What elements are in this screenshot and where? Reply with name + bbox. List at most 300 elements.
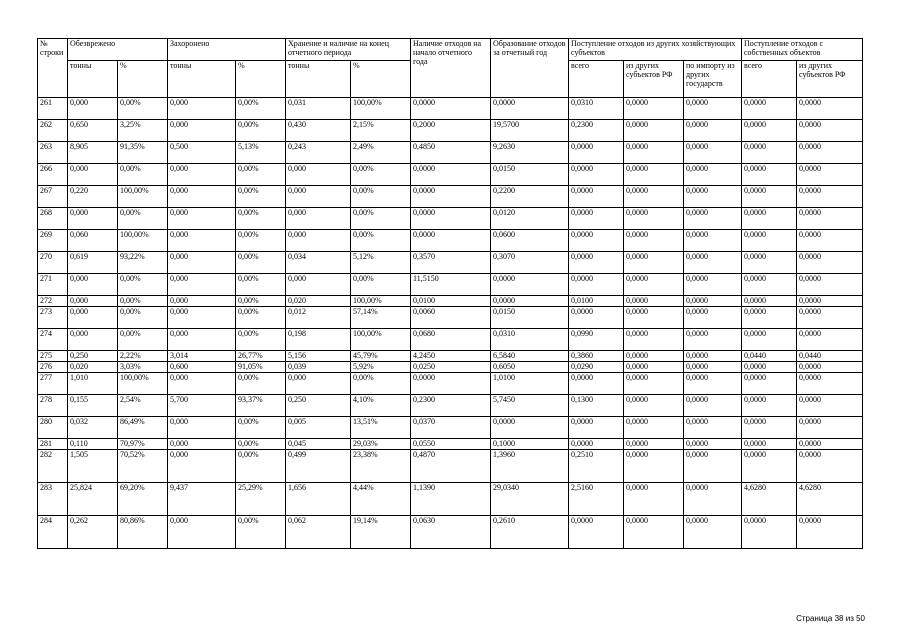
table-cell: 0,000 [168,329,236,351]
table-cell: 0,0000 [624,362,684,373]
row-number-cell: 283 [38,483,68,516]
table-cell: 0,0000 [491,98,569,120]
table-row [38,516,863,549]
table-cell: 0,00% [236,516,286,549]
table-cell: 0,0000 [742,164,797,186]
table-cell: 100,00% [118,186,168,208]
table-cell: 0,0000 [684,439,742,450]
row-number-cell: 268 [38,208,68,230]
table-cell: 4,10% [351,395,411,417]
table-cell: 0,220 [68,186,118,208]
table-cell: 0,0000 [411,230,491,252]
row-number-cell: 271 [38,274,68,296]
table-cell: 25,824 [68,483,118,516]
table-cell: 2,54% [118,395,168,417]
table-cell: 0,00% [351,208,411,230]
table-cell: 0,0000 [569,516,624,549]
table-cell: 0,198 [286,329,351,351]
table-cell: 0,0000 [624,307,684,329]
table-cell: 0,00% [236,252,286,274]
table-cell: 0,0000 [684,230,742,252]
table-cell: 19,14% [351,516,411,549]
table-cell: 0,2510 [569,450,624,483]
table-cell: 0,0000 [684,329,742,351]
table-cell: 5,92% [351,362,411,373]
table-cell: 0,650 [68,120,118,142]
table-cell: 5,12% [351,252,411,274]
table-cell: 0,0000 [624,516,684,549]
table-cell: 0,500 [168,142,236,164]
table-cell: 1,505 [68,450,118,483]
table-cell: 0,0000 [797,274,863,296]
table-cell: 0,0000 [742,98,797,120]
table-cell: 0,000 [168,373,236,395]
table-cell: 0,0000 [684,395,742,417]
table-cell: 0,0000 [684,164,742,186]
table-cell: 0,00% [236,274,286,296]
header-start-amount: Наличие отходов на начало отчетного года [411,39,491,98]
table-cell: 0,0000 [411,164,491,186]
table-cell: 0,0000 [684,307,742,329]
waste-report-table [37,38,863,549]
table-cell: 100,00% [351,296,411,307]
row-number-cell: 278 [38,395,68,417]
table-cell: 0,062 [286,516,351,549]
table-cell: 0,0000 [624,351,684,362]
row-number-cell: 284 [38,516,68,549]
header-neutralized-percent: % [118,61,168,98]
table-cell: 0,2300 [569,120,624,142]
table-cell: 0,00% [351,274,411,296]
table-cell: 0,0000 [797,395,863,417]
table-cell: 0,243 [286,142,351,164]
table-cell: 0,0150 [491,164,569,186]
table-cell: 0,000 [168,186,236,208]
table-cell: 0,0000 [684,208,742,230]
header-formation: Образование отходов за отчетный год [491,39,569,98]
table-row [38,439,863,450]
table-cell: 0,00% [118,296,168,307]
table-cell: 0,000 [68,307,118,329]
table-cell: 0,3570 [411,252,491,274]
table-cell: 0,250 [68,351,118,362]
table-cell: 0,0000 [569,417,624,439]
table-cell: 0,0000 [684,98,742,120]
table-cell: 100,00% [351,329,411,351]
table-cell: 0,000 [168,296,236,307]
table-cell: 0,0000 [742,439,797,450]
table-cell: 0,0000 [569,252,624,274]
table-cell: 0,060 [68,230,118,252]
table-cell: 0,0000 [624,395,684,417]
row-number-cell: 273 [38,307,68,329]
table-cell: 0,000 [286,373,351,395]
table-cell: 0,0000 [624,98,684,120]
table-cell: 0,0000 [411,208,491,230]
table-cell: 0,1300 [569,395,624,417]
header-neutralized-tons: тонны [68,61,118,98]
page-total: 50 [856,614,865,623]
table-cell: 0,0000 [797,142,863,164]
table-cell: 5,13% [236,142,286,164]
table-cell: 0,0630 [411,516,491,549]
table-cell: 0,00% [118,208,168,230]
header-receipt-own: Поступление отходов с собственных объектов [742,39,863,61]
table-cell: 57,14% [351,307,411,329]
table-cell: 0,0440 [797,351,863,362]
table-cell: 0,1000 [491,439,569,450]
table-cell: 0,0000 [797,307,863,329]
table-cell: 0,0000 [797,450,863,483]
page-current: 38 [834,614,844,623]
table-cell: 0,0060 [411,307,491,329]
table-cell: 0,00% [118,274,168,296]
table-cell: 100,00% [118,373,168,395]
table-cell: 0,000 [286,274,351,296]
table-cell: 0,0000 [797,417,863,439]
table-cell: 0,4870 [411,450,491,483]
table-cell: 0,020 [68,362,118,373]
table-cell: 0,0000 [684,450,742,483]
table-cell: 0,0000 [684,362,742,373]
table-cell: 2,49% [351,142,411,164]
row-number-cell: 276 [38,362,68,373]
table-cell: 0,0000 [411,98,491,120]
table-cell: 0,0000 [491,296,569,307]
table-cell: 0,00% [236,417,286,439]
row-number-cell: 270 [38,252,68,274]
table-cell: 5,700 [168,395,236,417]
table-cell: 0,000 [168,439,236,450]
table-cell: 0,2300 [411,395,491,417]
table-cell: 69,20% [118,483,168,516]
table-cell: 70,52% [118,450,168,483]
table-cell: 0,032 [68,417,118,439]
table-cell: 0,0990 [569,329,624,351]
header-storage: Хранение и наличие на конец отчетного периода [286,39,411,61]
row-number-cell: 272 [38,296,68,307]
header-buried-percent: % [236,61,286,98]
table-cell: 0,0000 [797,516,863,549]
table-cell: 0,0000 [742,329,797,351]
table-cell: 0,0000 [742,230,797,252]
table-cell: 0,000 [286,208,351,230]
table-cell: 0,0000 [797,186,863,208]
header-storage-percent: % [351,61,411,98]
table-cell: 0,0000 [684,417,742,439]
table-cell: 0,0000 [742,450,797,483]
table-cell: 0,0310 [569,98,624,120]
table-cell: 0,0000 [624,439,684,450]
table-cell: 0,0000 [797,208,863,230]
table-cell: 0,039 [286,362,351,373]
table-cell: 13,51% [351,417,411,439]
table-cell: 0,0000 [624,373,684,395]
table-cell: 0,0290 [569,362,624,373]
table-cell: 0,0000 [624,483,684,516]
table-cell: 0,00% [236,329,286,351]
table-cell: 11,5150 [411,274,491,296]
table-cell: 9,437 [168,483,236,516]
table-cell: 0,6050 [491,362,569,373]
table-cell: 100,00% [118,230,168,252]
row-number-cell: 281 [38,439,68,450]
row-number-cell: 275 [38,351,68,362]
table-cell: 0,619 [68,252,118,274]
table-cell: 0,0000 [742,186,797,208]
table-cell: 1,010 [68,373,118,395]
header-storage-tons: тонны [286,61,351,98]
table-cell: 0,0000 [797,230,863,252]
table-cell: 0,00% [236,164,286,186]
table-cell: 0,0370 [411,417,491,439]
table-row [38,417,863,439]
table-cell: 0,0000 [569,208,624,230]
table-cell: 0,000 [286,186,351,208]
table-cell: 0,0000 [684,252,742,274]
table-cell: 0,00% [118,98,168,120]
table-cell: 0,0000 [797,439,863,450]
table-cell: 0,0000 [569,186,624,208]
table-cell: 8,905 [68,142,118,164]
table-cell: 0,00% [236,450,286,483]
table-cell: 0,00% [236,120,286,142]
table-cell: 0,0000 [742,252,797,274]
table-cell: 0,00% [351,373,411,395]
table-cell: 0,000 [68,296,118,307]
page-label: Страница [796,614,833,623]
table-row [38,395,863,417]
header-receipt-other: Поступление отходов из других хозяйствующих субъектов [569,39,742,61]
table-row [38,307,863,329]
table-cell: 23,38% [351,450,411,483]
table-row [38,186,863,208]
table-cell: 2,5160 [569,483,624,516]
table-cell: 0,0120 [491,208,569,230]
table-row [38,450,863,483]
table-cell: 0,0150 [491,307,569,329]
header-row-number: № строки [38,39,68,98]
table-cell: 0,0000 [569,274,624,296]
table-row [38,230,863,252]
table-cell: 29,0340 [491,483,569,516]
page-number [796,614,865,623]
table-cell: 0,250 [286,395,351,417]
table-cell: 0,0000 [797,252,863,274]
table-cell: 3,03% [118,362,168,373]
table-cell: 0,00% [236,98,286,120]
table-cell: 0,0100 [411,296,491,307]
table-cell: 4,2450 [411,351,491,362]
header-receipt-other-rf: из других субъектов РФ [624,61,684,98]
table-cell: 0,0100 [569,296,624,307]
table-cell: 0,000 [168,417,236,439]
table-cell: 4,6280 [742,483,797,516]
table-cell: 0,0000 [742,142,797,164]
table-cell: 0,0000 [684,483,742,516]
page-of: из [845,614,854,623]
table-cell: 0,00% [236,373,286,395]
header-receipt-own-rf: из других субъектов РФ [797,61,863,98]
table-cell: 93,37% [236,395,286,417]
table-cell: 0,0000 [624,142,684,164]
table-cell: 0,0000 [742,208,797,230]
table-cell: 1,3960 [491,450,569,483]
table-cell: 0,600 [168,362,236,373]
table-cell: 0,00% [118,164,168,186]
table-cell: 19,5700 [491,120,569,142]
table-cell: 0,0680 [411,329,491,351]
table-cell: 4,44% [351,483,411,516]
table-cell: 0,0000 [569,164,624,186]
table-cell: 1,656 [286,483,351,516]
table-cell: 0,000 [168,516,236,549]
table-cell: 0,000 [168,120,236,142]
table-row [38,329,863,351]
table-cell: 0,0440 [742,351,797,362]
table-cell: 0,000 [168,450,236,483]
table-row [38,120,863,142]
table-row [38,252,863,274]
row-number-cell: 280 [38,417,68,439]
table-cell: 0,4850 [411,142,491,164]
table-cell: 0,430 [286,120,351,142]
table-cell: 0,00% [236,439,286,450]
table-cell: 0,0000 [624,164,684,186]
table-cell: 0,000 [68,98,118,120]
table-cell: 0,000 [68,164,118,186]
table-cell: 0,00% [118,307,168,329]
table-cell: 0,0000 [569,230,624,252]
table-cell: 0,00% [118,329,168,351]
table-row [38,296,863,307]
table-cell: 0,0000 [491,417,569,439]
row-number-cell: 261 [38,98,68,120]
table-cell: 0,045 [286,439,351,450]
table-cell: 0,0000 [624,450,684,483]
table-cell: 0,262 [68,516,118,549]
table-cell: 0,0000 [624,417,684,439]
table-cell: 0,005 [286,417,351,439]
row-number-cell: 267 [38,186,68,208]
table-cell: 1,0100 [491,373,569,395]
table-cell: 93,22% [118,252,168,274]
header-receipt-other-total: всего [569,61,624,98]
table-cell: 0,155 [68,395,118,417]
table-cell: 45,79% [351,351,411,362]
table-cell: 0,0000 [797,373,863,395]
table-cell: 29,03% [351,439,411,450]
table-cell: 0,0000 [797,164,863,186]
header-receipt-own-total: всего [742,61,797,98]
table-cell: 0,499 [286,450,351,483]
table-row [38,362,863,373]
table-cell: 5,7450 [491,395,569,417]
table-cell: 4,6280 [797,483,863,516]
table-cell: 0,000 [286,230,351,252]
table-cell: 0,0000 [624,230,684,252]
table-cell: 3,014 [168,351,236,362]
table-cell: 0,0000 [684,274,742,296]
table-cell: 0,0000 [684,516,742,549]
table-cell: 0,0000 [569,142,624,164]
table-cell: 1,1390 [411,483,491,516]
table-cell: 0,000 [168,252,236,274]
table-cell: 0,0000 [797,120,863,142]
table-cell: 0,00% [351,230,411,252]
row-number-cell: 266 [38,164,68,186]
table-cell: 0,0000 [742,120,797,142]
table-cell: 0,0250 [411,362,491,373]
table-cell: 0,0000 [684,296,742,307]
row-number-cell: 282 [38,450,68,483]
table-cell: 91,35% [118,142,168,164]
table-cell: 0,00% [236,230,286,252]
table-cell: 0,0000 [684,120,742,142]
table-row [38,373,863,395]
table-cell: 0,3070 [491,252,569,274]
table-cell: 0,020 [286,296,351,307]
table-cell: 0,012 [286,307,351,329]
table-cell: 0,0000 [411,373,491,395]
table-cell: 0,0000 [797,98,863,120]
table-row [38,208,863,230]
table-cell: 0,0000 [742,296,797,307]
table-cell: 70,97% [118,439,168,450]
table-cell: 0,2200 [491,186,569,208]
table-cell: 0,0000 [624,186,684,208]
table-row [38,274,863,296]
table-cell: 0,000 [168,307,236,329]
table-cell: 0,0600 [491,230,569,252]
table-cell: 0,00% [236,186,286,208]
table-cell: 0,0000 [742,417,797,439]
table-cell: 0,00% [236,208,286,230]
header-receipt-other-import: по импорту из других государств [684,61,742,98]
table-row [38,351,863,362]
table-cell: 0,2610 [491,516,569,549]
table-cell: 0,0310 [491,329,569,351]
table-cell: 0,0000 [684,351,742,362]
table-cell: 0,0000 [797,296,863,307]
header-buried: Захоронено [168,39,286,61]
table-cell: 26,77% [236,351,286,362]
table-cell: 0,0000 [624,296,684,307]
table-cell: 0,00% [351,186,411,208]
table-cell: 86,49% [118,417,168,439]
table-cell: 0,0000 [684,373,742,395]
header-row-top [38,39,863,61]
table-cell: 0,000 [68,329,118,351]
table-cell: 91,05% [236,362,286,373]
table-cell: 0,000 [286,164,351,186]
table-cell: 0,000 [168,230,236,252]
table-cell: 0,3860 [569,351,624,362]
table-cell: 2,22% [118,351,168,362]
table-cell: 0,000 [168,208,236,230]
table-cell: 0,0000 [742,373,797,395]
table-cell: 0,000 [168,164,236,186]
table-cell: 0,000 [68,274,118,296]
table-cell: 0,0000 [569,307,624,329]
table-cell: 5,156 [286,351,351,362]
table-row [38,483,863,516]
table-cell: 0,0000 [624,274,684,296]
table-cell: 2,15% [351,120,411,142]
table-cell: 0,0000 [624,252,684,274]
row-number-cell: 262 [38,120,68,142]
table-cell: 0,0000 [684,142,742,164]
